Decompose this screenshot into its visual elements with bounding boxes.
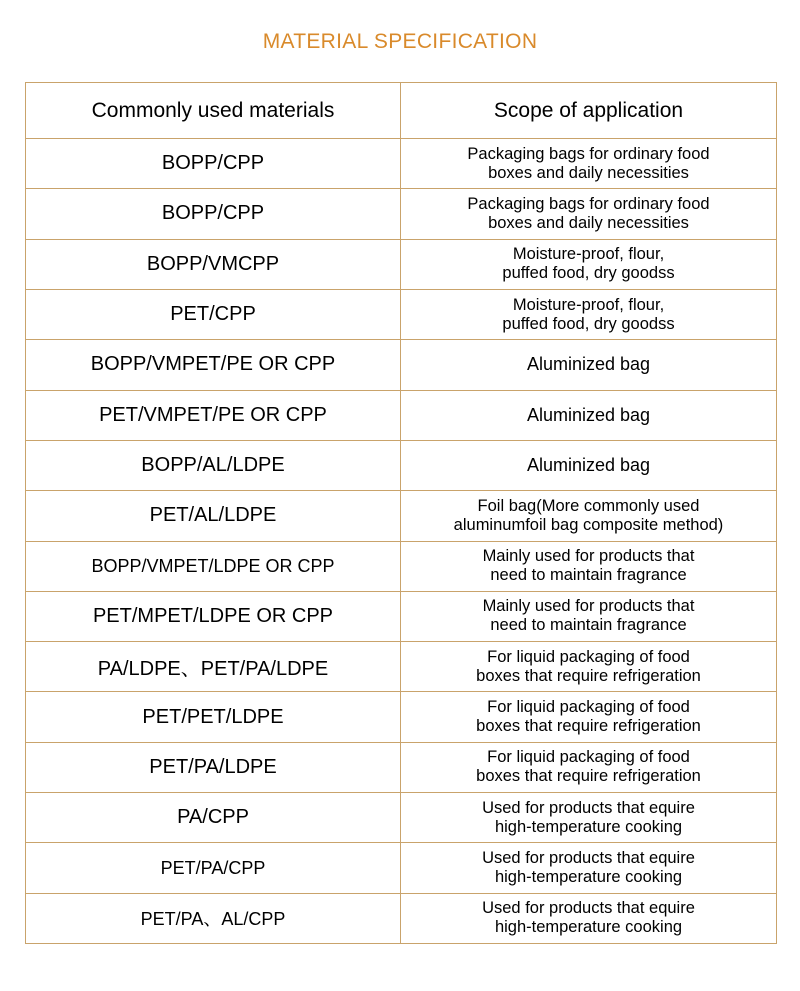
material-cell: BOPP/AL/LDPE — [26, 440, 401, 490]
scope-cell — [401, 793, 777, 843]
scope-line: Foil bag(More commonly used — [477, 496, 700, 515]
table-row — [26, 742, 777, 792]
scope-line: Mainly used for products that — [482, 547, 695, 566]
scope-cell — [401, 742, 777, 792]
table-row — [26, 541, 777, 591]
scope-line: Moisture-proof, flour, — [512, 295, 665, 314]
scope-line: puffed food, dry goodss — [502, 264, 675, 283]
scope-cell — [401, 692, 777, 742]
material-cell: PA/LDPE、PET/PA/LDPE — [26, 642, 401, 692]
table-row — [26, 139, 777, 189]
scope-line: For liquid packaging of food — [487, 698, 690, 717]
scope-line: Used for products that equire — [482, 798, 695, 817]
header-materials: Commonly used materials — [26, 83, 401, 139]
scope-cell — [401, 239, 777, 289]
scope-line: boxes that require refrigeration — [476, 717, 701, 736]
scope-cell: Aluminized bag — [401, 340, 777, 390]
table-row — [26, 289, 777, 339]
table-row — [26, 440, 777, 490]
scope-cell — [401, 289, 777, 339]
table-row — [26, 843, 777, 893]
scope-cell — [401, 189, 777, 239]
scope-cell — [401, 893, 777, 943]
material-cell: BOPP/VMPET/PE OR CPP — [26, 340, 401, 390]
table-row — [26, 591, 777, 641]
material-cell: PA/CPP — [26, 793, 401, 843]
scope-cell — [401, 642, 777, 692]
scope-line: Used for products that equire — [482, 849, 695, 868]
table-row — [26, 692, 777, 742]
table-row — [26, 793, 777, 843]
scope-cell: Aluminized bag — [401, 390, 777, 440]
scope-line: boxes that require refrigeration — [476, 767, 701, 786]
material-cell: PET/PA、AL/CPP — [26, 893, 401, 943]
material-cell: PET/CPP — [26, 289, 401, 339]
table-row — [26, 340, 777, 390]
table-row — [26, 390, 777, 440]
scope-line: boxes that require refrigeration — [476, 666, 701, 685]
scope-line: For liquid packaging of food — [487, 748, 690, 767]
table-row — [26, 642, 777, 692]
scope-line: aluminumfoil bag composite method) — [453, 515, 724, 534]
scope-cell — [401, 591, 777, 641]
scope-line: high-temperature cooking — [494, 817, 683, 836]
scope-line: For liquid packaging of food — [487, 647, 690, 666]
scope-cell: Aluminized bag — [401, 440, 777, 490]
scope-line: boxes and daily necessities — [488, 213, 689, 232]
material-cell: PET/PA/LDPE — [26, 742, 401, 792]
scope-line: Used for products that equire — [482, 899, 695, 918]
material-cell: BOPP/VMCPP — [26, 239, 401, 289]
material-cell: PET/AL/LDPE — [26, 491, 401, 541]
scope-cell — [401, 843, 777, 893]
scope-cell — [401, 541, 777, 591]
scope-line: need to maintain fragrance — [490, 616, 687, 635]
scope-cell — [401, 491, 777, 541]
scope-line: puffed food, dry goodss — [502, 314, 675, 333]
material-cell: PET/PET/LDPE — [26, 692, 401, 742]
scope-line: high-temperature cooking — [494, 918, 683, 937]
header-scope: Scope of application — [401, 83, 777, 139]
page-title: MATERIAL SPECIFICATION — [262, 30, 538, 53]
scope-line: high-temperature cooking — [494, 868, 683, 887]
scope-line: Packaging bags for ordinary food — [467, 144, 710, 163]
table-header-row — [26, 83, 777, 139]
material-cell: BOPP/CPP — [26, 139, 401, 189]
scope-line: need to maintain fragrance — [490, 566, 687, 585]
scope-line: Packaging bags for ordinary food — [467, 194, 710, 213]
table-row — [26, 491, 777, 541]
table-row — [26, 239, 777, 289]
material-cell: PET/VMPET/PE OR CPP — [26, 390, 401, 440]
scope-line: boxes and daily necessities — [488, 163, 689, 182]
scope-line: Moisture-proof, flour, — [512, 245, 665, 264]
scope-cell — [401, 139, 777, 189]
scope-line: Mainly used for products that — [482, 597, 695, 616]
material-spec-table — [25, 82, 777, 944]
material-cell: PET/PA/CPP — [26, 843, 401, 893]
table-row — [26, 893, 777, 943]
table-row — [26, 189, 777, 239]
material-cell: BOPP/CPP — [26, 189, 401, 239]
material-cell: PET/MPET/LDPE OR CPP — [26, 591, 401, 641]
material-cell: BOPP/VMPET/LDPE OR CPP — [26, 541, 401, 591]
